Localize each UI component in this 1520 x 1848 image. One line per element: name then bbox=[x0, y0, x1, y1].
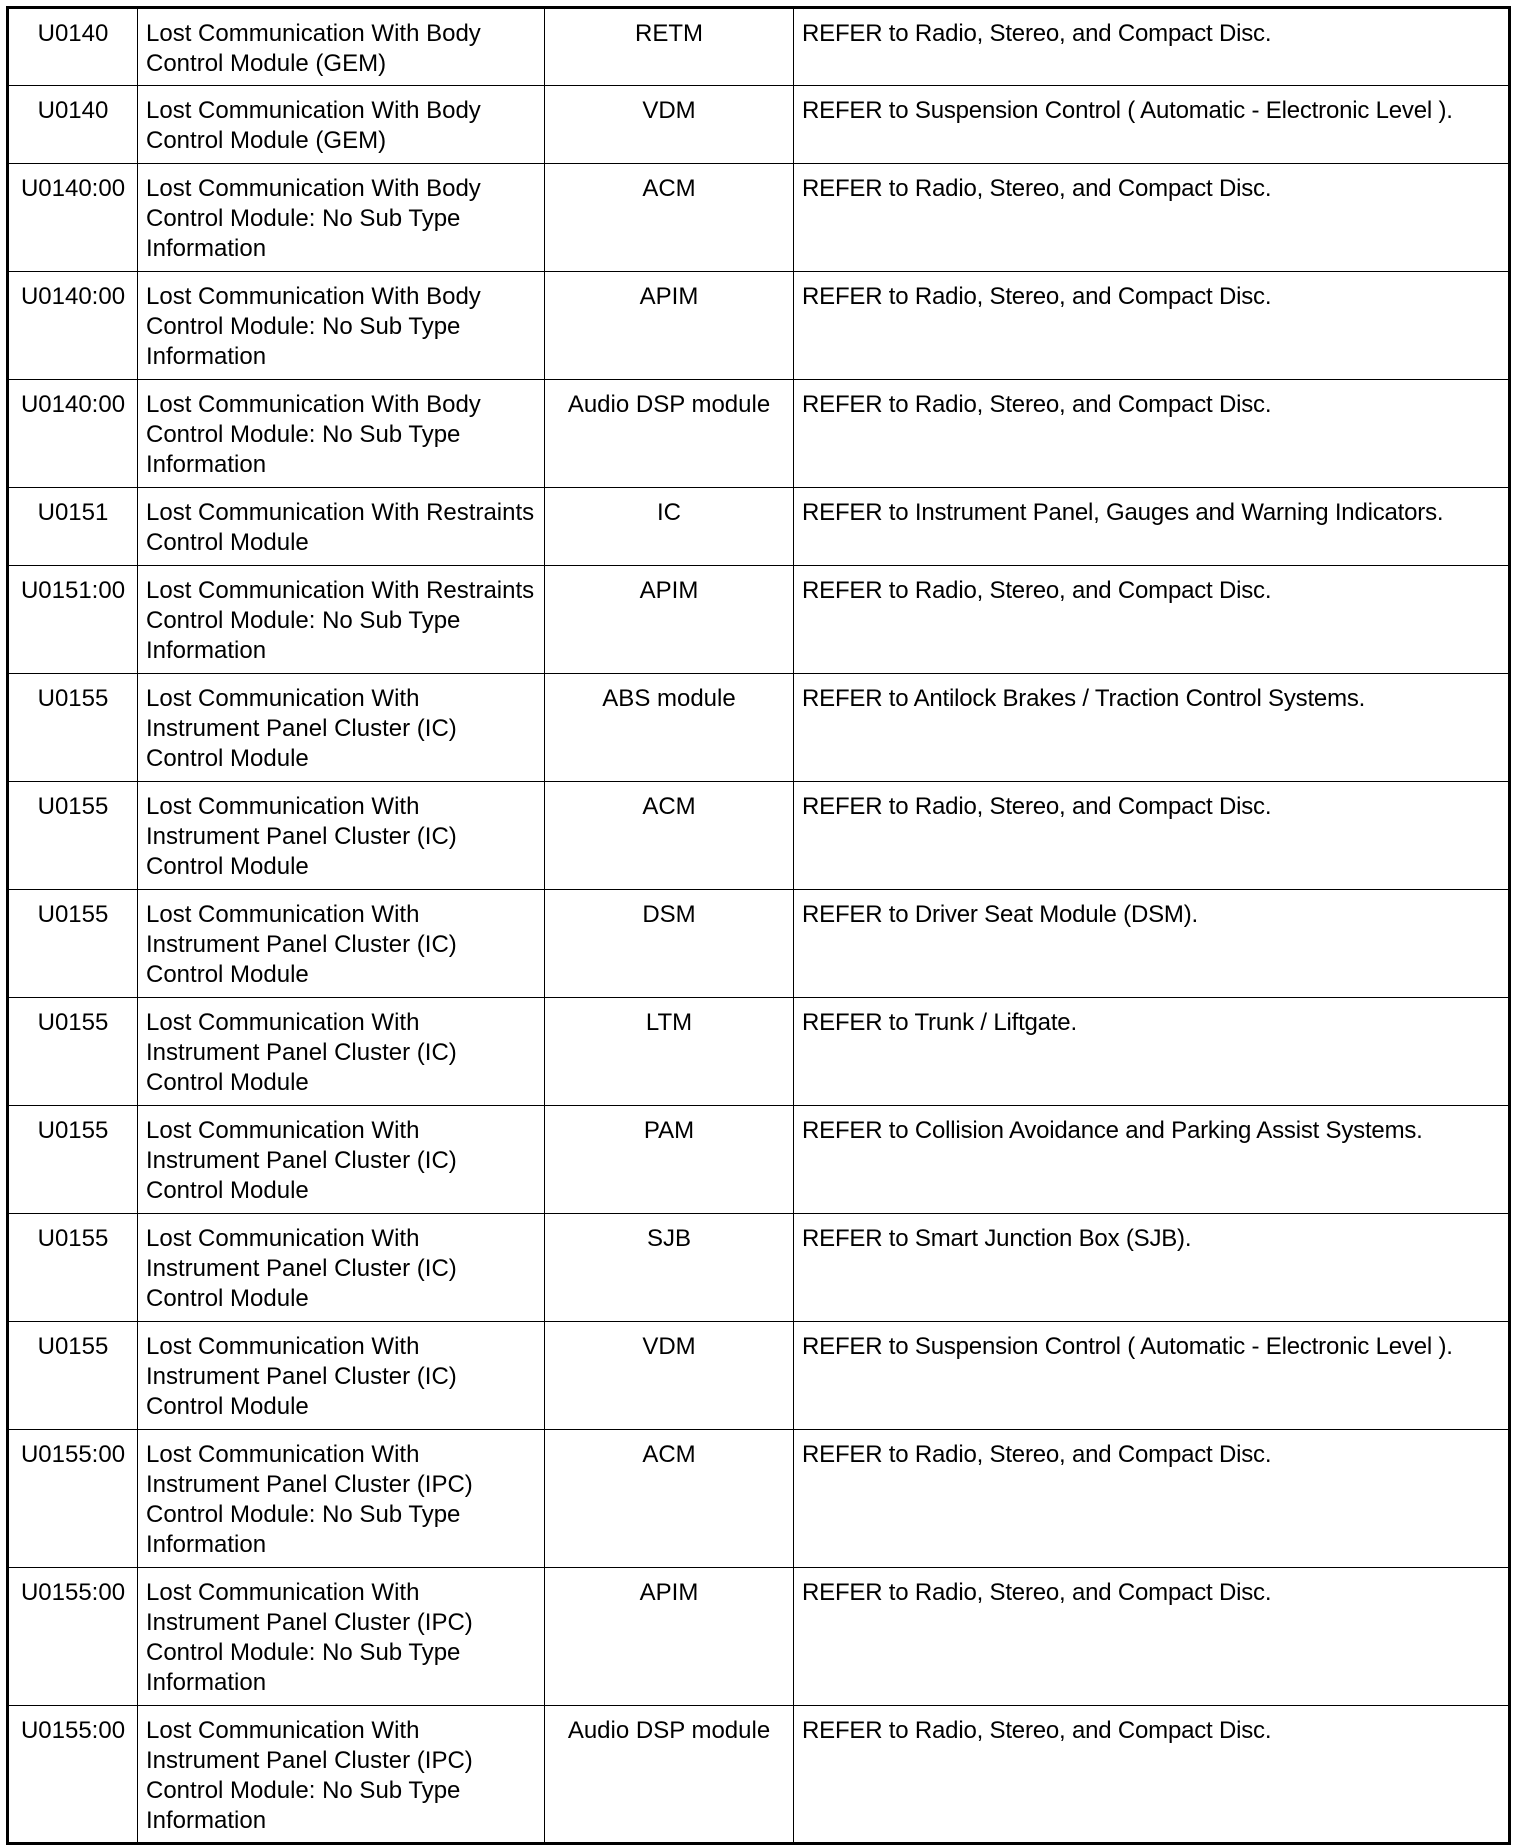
dtc-code: U0155 bbox=[8, 674, 138, 782]
action-text: REFER to Trunk / Liftgate. bbox=[794, 998, 1510, 1106]
module-name: ABS module bbox=[545, 674, 794, 782]
table-row bbox=[8, 566, 1510, 674]
action-text: REFER to Radio, Stereo, and Compact Disc. bbox=[794, 8, 1510, 86]
dtc-description: Lost Communication With Body Control Module (GEM) bbox=[138, 86, 545, 164]
table-row bbox=[8, 86, 1510, 164]
dtc-description: Lost Communication With Body Control Module (GEM) bbox=[138, 8, 545, 86]
table-row bbox=[8, 1106, 1510, 1214]
action-text: REFER to Radio, Stereo, and Compact Disc. bbox=[794, 566, 1510, 674]
dtc-table bbox=[6, 6, 1511, 1845]
table-row bbox=[8, 164, 1510, 272]
dtc-code: U0140 bbox=[8, 8, 138, 86]
dtc-description: Lost Communication With Body Control Module: No Sub Type Information bbox=[138, 380, 545, 488]
module-name: LTM bbox=[545, 998, 794, 1106]
dtc-description: Lost Communication With Instrument Panel Cluster (IPC) Control Module: No Sub Type Information bbox=[138, 1430, 545, 1568]
module-name: VDM bbox=[545, 86, 794, 164]
dtc-description: Lost Communication With Instrument Panel Cluster (IPC) Control Module: No Sub Type Information bbox=[138, 1706, 545, 1844]
dtc-description: Lost Communication With Instrument Panel Cluster (IC) Control Module bbox=[138, 1106, 545, 1214]
module-name: Audio DSP module bbox=[545, 380, 794, 488]
table-row bbox=[8, 272, 1510, 380]
dtc-description: Lost Communication With Instrument Panel Cluster (IC) Control Module bbox=[138, 890, 545, 998]
table-row bbox=[8, 890, 1510, 998]
action-text: REFER to Suspension Control ( Automatic - Electronic Level ). bbox=[794, 1322, 1510, 1430]
dtc-code: U0140:00 bbox=[8, 272, 138, 380]
table-row bbox=[8, 782, 1510, 890]
dtc-description: Lost Communication With Instrument Panel Cluster (IC) Control Module bbox=[138, 1322, 545, 1430]
module-name: DSM bbox=[545, 890, 794, 998]
action-text: REFER to Instrument Panel, Gauges and Warning Indicators. bbox=[794, 488, 1510, 566]
action-text: REFER to Radio, Stereo, and Compact Disc. bbox=[794, 1568, 1510, 1706]
dtc-description: Lost Communication With Instrument Panel Cluster (IC) Control Module bbox=[138, 674, 545, 782]
table-row bbox=[8, 380, 1510, 488]
module-name: RETM bbox=[545, 8, 794, 86]
action-text: REFER to Radio, Stereo, and Compact Disc. bbox=[794, 272, 1510, 380]
module-name: APIM bbox=[545, 1568, 794, 1706]
module-name: SJB bbox=[545, 1214, 794, 1322]
dtc-code: U0140:00 bbox=[8, 380, 138, 488]
dtc-description: Lost Communication With Body Control Module: No Sub Type Information bbox=[138, 272, 545, 380]
dtc-description: Lost Communication With Restraints Control Module: No Sub Type Information bbox=[138, 566, 545, 674]
module-name: Audio DSP module bbox=[545, 1706, 794, 1844]
action-text: REFER to Suspension Control ( Automatic - Electronic Level ). bbox=[794, 86, 1510, 164]
module-name: ACM bbox=[545, 164, 794, 272]
table-row bbox=[8, 1568, 1510, 1706]
dtc-code: U0140 bbox=[8, 86, 138, 164]
dtc-code: U0155 bbox=[8, 998, 138, 1106]
table-row bbox=[8, 1706, 1510, 1844]
action-text: REFER to Collision Avoidance and Parking Assist Systems. bbox=[794, 1106, 1510, 1214]
dtc-code: U0155 bbox=[8, 1106, 138, 1214]
table-row bbox=[8, 998, 1510, 1106]
table-row bbox=[8, 8, 1510, 86]
dtc-code: U0155 bbox=[8, 1322, 138, 1430]
module-name: PAM bbox=[545, 1106, 794, 1214]
table-row bbox=[8, 1322, 1510, 1430]
table-row bbox=[8, 1214, 1510, 1322]
module-name: VDM bbox=[545, 1322, 794, 1430]
dtc-description: Lost Communication With Instrument Panel Cluster (IPC) Control Module: No Sub Type Information bbox=[138, 1568, 545, 1706]
module-name: ACM bbox=[545, 782, 794, 890]
action-text: REFER to Radio, Stereo, and Compact Disc. bbox=[794, 782, 1510, 890]
action-text: REFER to Radio, Stereo, and Compact Disc. bbox=[794, 1430, 1510, 1568]
table-row bbox=[8, 1430, 1510, 1568]
table-row bbox=[8, 488, 1510, 566]
dtc-description: Lost Communication With Instrument Panel Cluster (IC) Control Module bbox=[138, 998, 545, 1106]
table-row bbox=[8, 674, 1510, 782]
dtc-code: U0151 bbox=[8, 488, 138, 566]
module-name: IC bbox=[545, 488, 794, 566]
dtc-code: U0140:00 bbox=[8, 164, 138, 272]
dtc-description: Lost Communication With Instrument Panel Cluster (IC) Control Module bbox=[138, 1214, 545, 1322]
action-text: REFER to Driver Seat Module (DSM). bbox=[794, 890, 1510, 998]
action-text: REFER to Smart Junction Box (SJB). bbox=[794, 1214, 1510, 1322]
action-text: REFER to Radio, Stereo, and Compact Disc. bbox=[794, 1706, 1510, 1844]
module-name: APIM bbox=[545, 566, 794, 674]
dtc-code: U0155:00 bbox=[8, 1706, 138, 1844]
module-name: ACM bbox=[545, 1430, 794, 1568]
dtc-description: Lost Communication With Restraints Control Module bbox=[138, 488, 545, 566]
dtc-description: Lost Communication With Instrument Panel Cluster (IC) Control Module bbox=[138, 782, 545, 890]
dtc-code: U0155 bbox=[8, 1214, 138, 1322]
dtc-code: U0155 bbox=[8, 890, 138, 998]
dtc-code: U0155:00 bbox=[8, 1430, 138, 1568]
dtc-code: U0151:00 bbox=[8, 566, 138, 674]
action-text: REFER to Antilock Brakes / Traction Control Systems. bbox=[794, 674, 1510, 782]
dtc-description: Lost Communication With Body Control Module: No Sub Type Information bbox=[138, 164, 545, 272]
module-name: APIM bbox=[545, 272, 794, 380]
dtc-code: U0155 bbox=[8, 782, 138, 890]
dtc-code: U0155:00 bbox=[8, 1568, 138, 1706]
action-text: REFER to Radio, Stereo, and Compact Disc. bbox=[794, 164, 1510, 272]
action-text: REFER to Radio, Stereo, and Compact Disc. bbox=[794, 380, 1510, 488]
